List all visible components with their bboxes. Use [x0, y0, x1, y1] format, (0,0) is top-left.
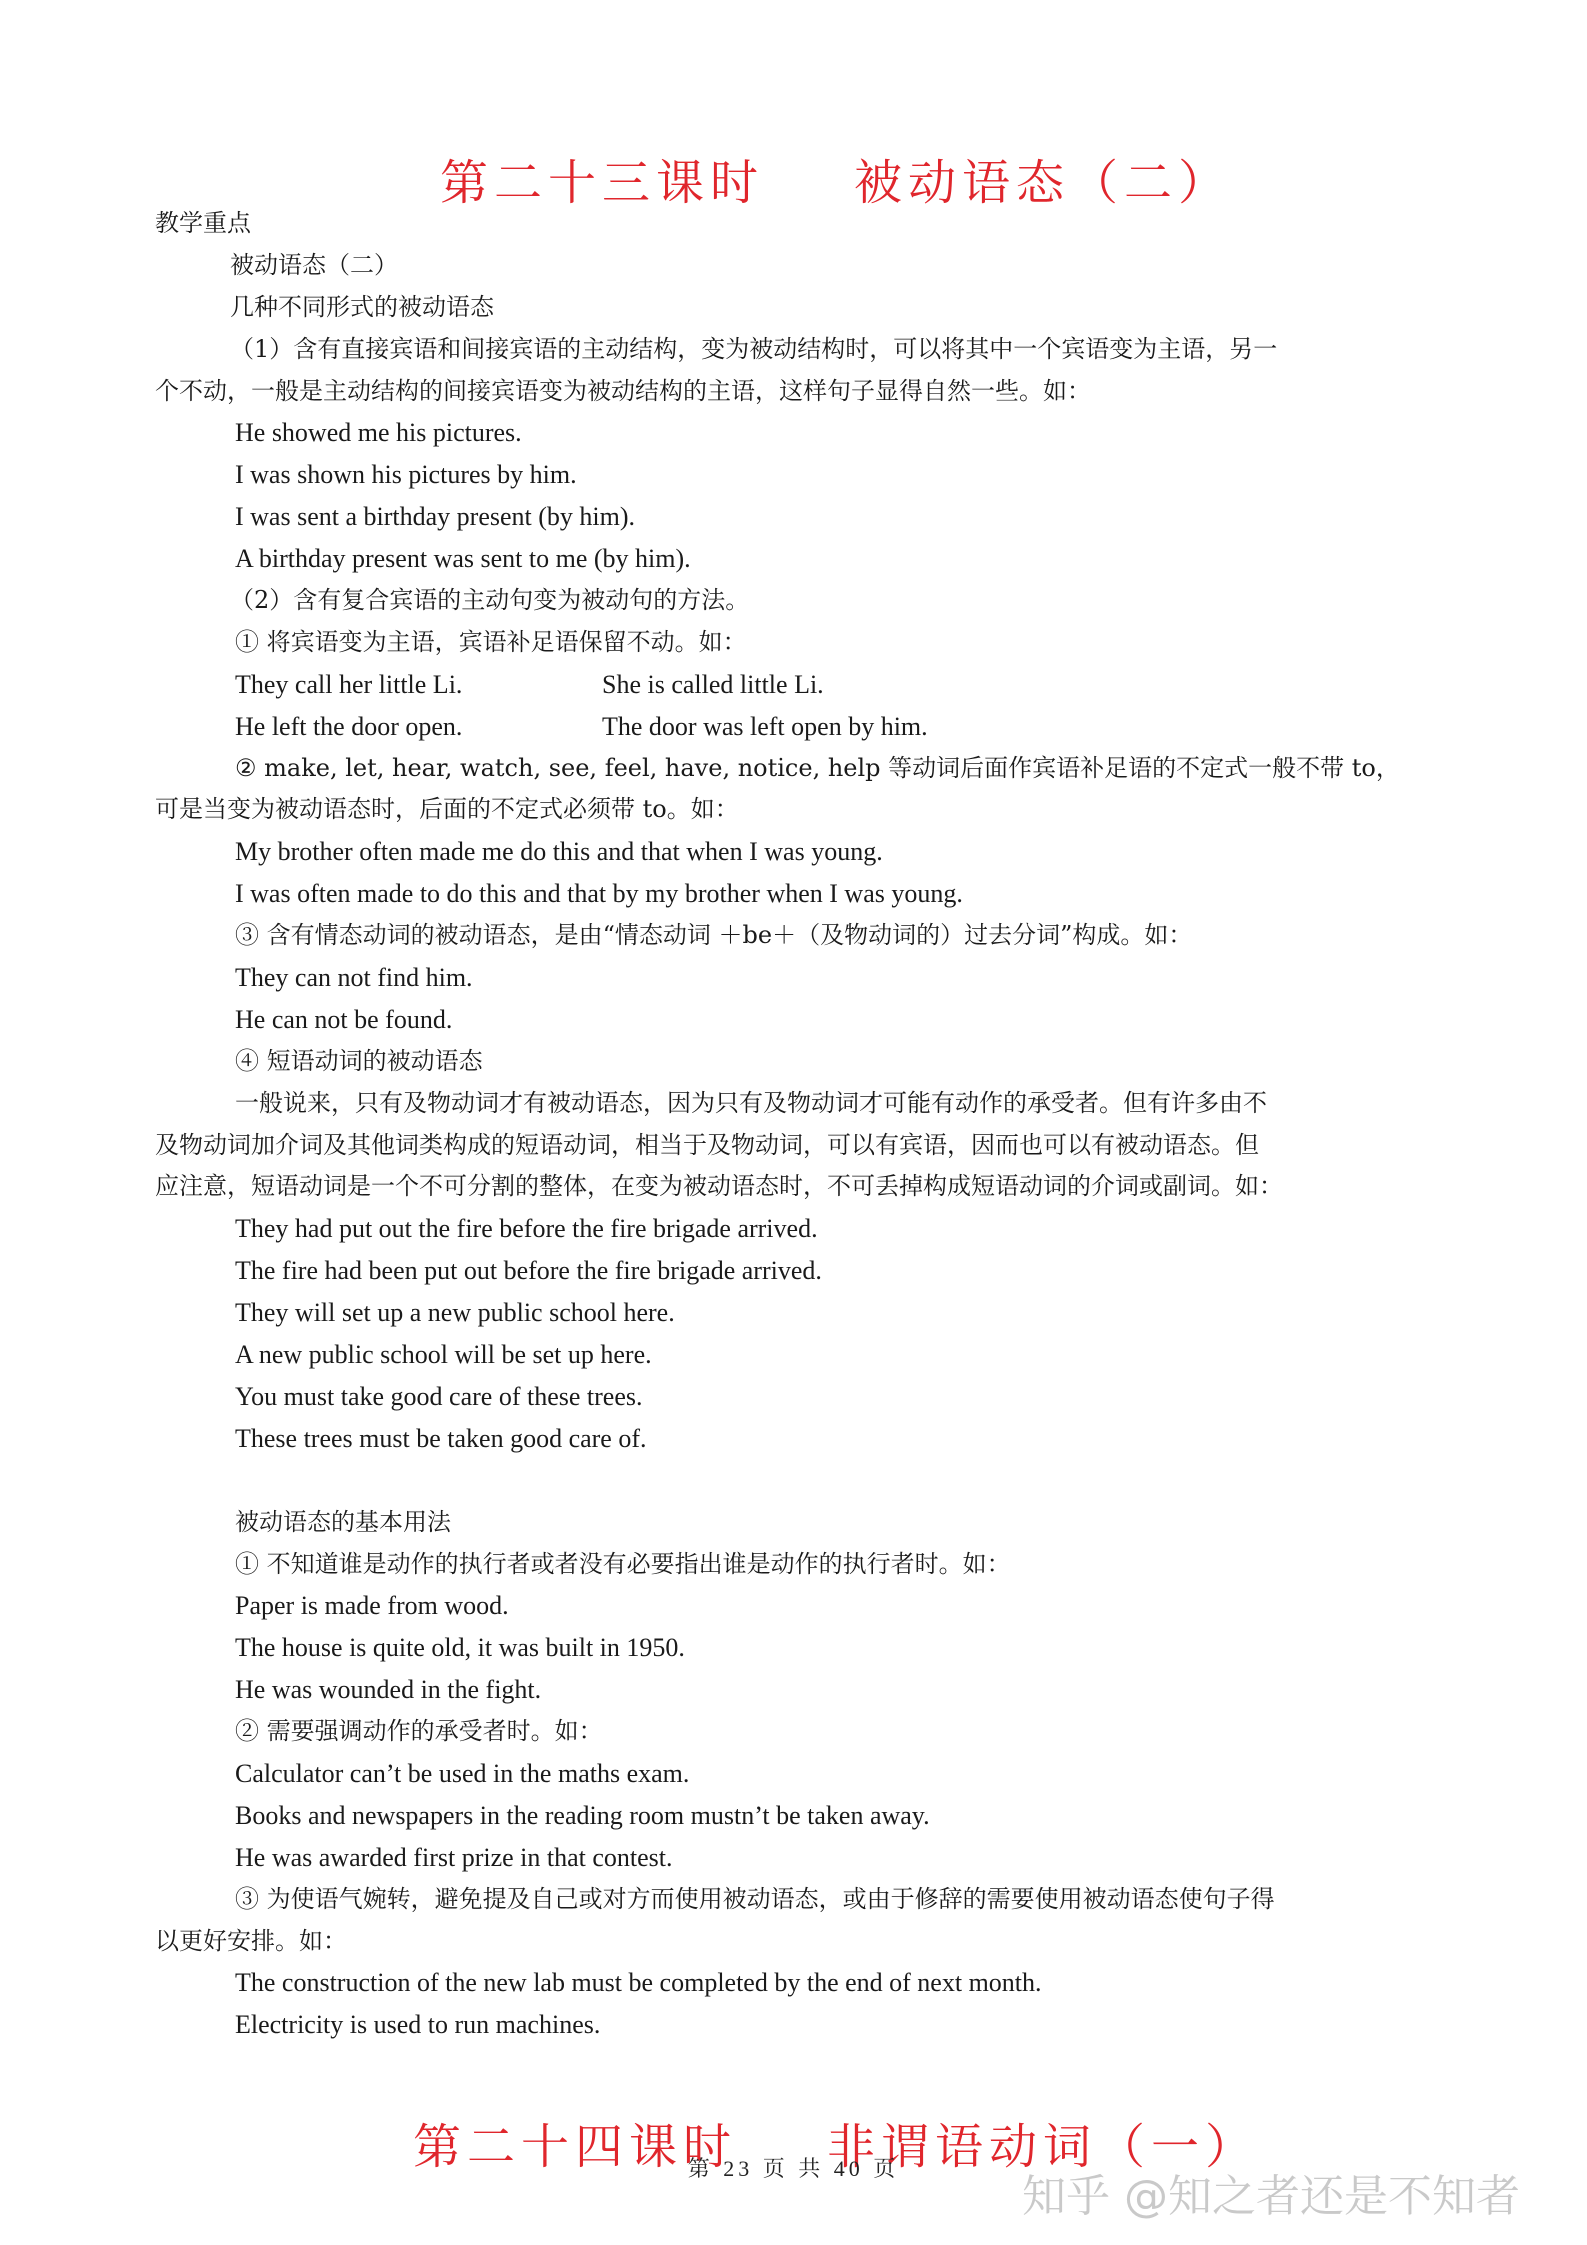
- text-line: 可是当变为被动语态时，后面的不定式必须带 to。如：: [155, 795, 739, 824]
- text-line: ③ 为使语气婉转，避免提及自己或对方而使用被动语态，或由于修辞的需要使用被动语态使句子得: [235, 1884, 1275, 1913]
- example-active: They call her little Li.: [235, 669, 463, 699]
- text-line: They can not find him.: [235, 963, 473, 993]
- text-line: A new public school will be set up here.: [235, 1340, 652, 1370]
- text-line: [155, 706, 1445, 748]
- text-line: Calculator can’t be used in the maths exam.: [235, 1758, 690, 1788]
- example-passive: She is called little Li.: [602, 669, 824, 699]
- text-line: 教学重点: [155, 209, 251, 237]
- watermark: 知乎 @知之者还是不知者: [1022, 2171, 1520, 2222]
- text-line: The fire had been put out before the fire brigade arrived.: [235, 1256, 822, 1286]
- text-line: ① 将宾语变为主语，宾语补足语保留不动。如：: [235, 627, 747, 656]
- text-line: I was sent a birthday present (by him).: [235, 502, 636, 532]
- text-line: They had put out the fire before the fire brigade arrived.: [235, 1214, 818, 1244]
- text-line: 被动语态（二）: [230, 250, 398, 279]
- text-line: ④ 短语动词的被动语态: [235, 1046, 483, 1075]
- text-line: （1）含有直接宾语和间接宾语的主动结构，变为被动结构时，可以将其中一个宾语变为主语，另一: [230, 334, 1278, 363]
- text-line: 被动语态的基本用法: [235, 1507, 451, 1536]
- text-line: ② make, let, hear, watch, see, feel, have, notice, help 等动词后面作宾语补足语的不定式一般不带 to，: [235, 753, 1400, 782]
- text-line: The construction of the new lab must be completed by the end of next month.: [235, 1968, 1042, 1998]
- text-line: 应注意，短语动词是一个不可分割的整体，在变为被动语态时，不可丢掉构成短语动词的介词或副词。如：: [155, 1172, 1283, 1201]
- text-line: Books and newspapers in the reading room mustn’t be taken away.: [235, 1800, 930, 1830]
- lesson-title-23-topic: 被动语态（二）: [854, 155, 1233, 211]
- text-line: 一般说来，只有及物动词才有被动语态，因为只有及物动词才可能有动作的承受者。但有许多由不: [235, 1088, 1267, 1117]
- text-line: ② 需要强调动作的承受者时。如：: [235, 1717, 603, 1746]
- text-line: 个不动，一般是主动结构的间接宾语变为被动结构的主语，这样句子显得自然一些。如：: [155, 376, 1091, 405]
- lesson-title-24-number: 第二十四课时: [413, 2119, 738, 2175]
- text-line: These trees must be taken good care of.: [235, 1423, 647, 1453]
- text-line: He showed me his pictures.: [235, 418, 522, 448]
- text-line: Electricity is used to run machines.: [235, 2010, 601, 2040]
- page-footer: 第 23 页 共 40 页: [687, 2156, 900, 2181]
- text-line: ① 不知道谁是动作的执行者或者没有必要指出谁是动作的执行者时。如：: [235, 1549, 1011, 1578]
- example-active: He left the door open.: [235, 711, 463, 741]
- text-line: I was often made to do this and that by my brother when I was young.: [235, 879, 963, 909]
- text-line: He was wounded in the fight.: [235, 1675, 542, 1705]
- text-line: （2）含有复合宾语的主动句变为被动句的方法。: [230, 586, 750, 615]
- text-line: My brother often made me do this and that when I was young.: [235, 837, 883, 867]
- lesson-title-24-topic: 非谓语动词（一）: [827, 2119, 1260, 2175]
- text-line: Paper is made from wood.: [235, 1591, 509, 1621]
- document-body: [155, 203, 1445, 2046]
- text-line: They will set up a new public school here.: [235, 1298, 675, 1328]
- text-line: He was awarded first prize in that contest.: [235, 1842, 673, 1872]
- text-line: A birthday present was sent to me (by him).: [235, 544, 691, 574]
- text-line: 及物动词加介词及其他词类构成的短语动词，相当于及物动词，可以有宾语，因而也可以有被动语态。但: [155, 1130, 1259, 1159]
- text-line: I was shown his pictures by him.: [235, 460, 577, 490]
- text-line: 以更好安排。如：: [155, 1926, 347, 1955]
- text-line: 几种不同形式的被动语态: [230, 292, 494, 321]
- text-line: He can not be found.: [235, 1004, 453, 1034]
- text-line: The house is quite old, it was built in 1950.: [235, 1633, 685, 1663]
- text-line: You must take good care of these trees.: [235, 1381, 643, 1411]
- lesson-title-23-number: 第二十三课时: [440, 155, 765, 211]
- text-line: [155, 1460, 1445, 1502]
- text-line: ③ 含有情态动词的被动语态，是由“情态动词 ＋be＋（及物动词的）过去分词”构成。如：: [235, 921, 1193, 950]
- example-passive: The door was left open by him.: [602, 711, 928, 741]
- text-line: [155, 664, 1445, 706]
